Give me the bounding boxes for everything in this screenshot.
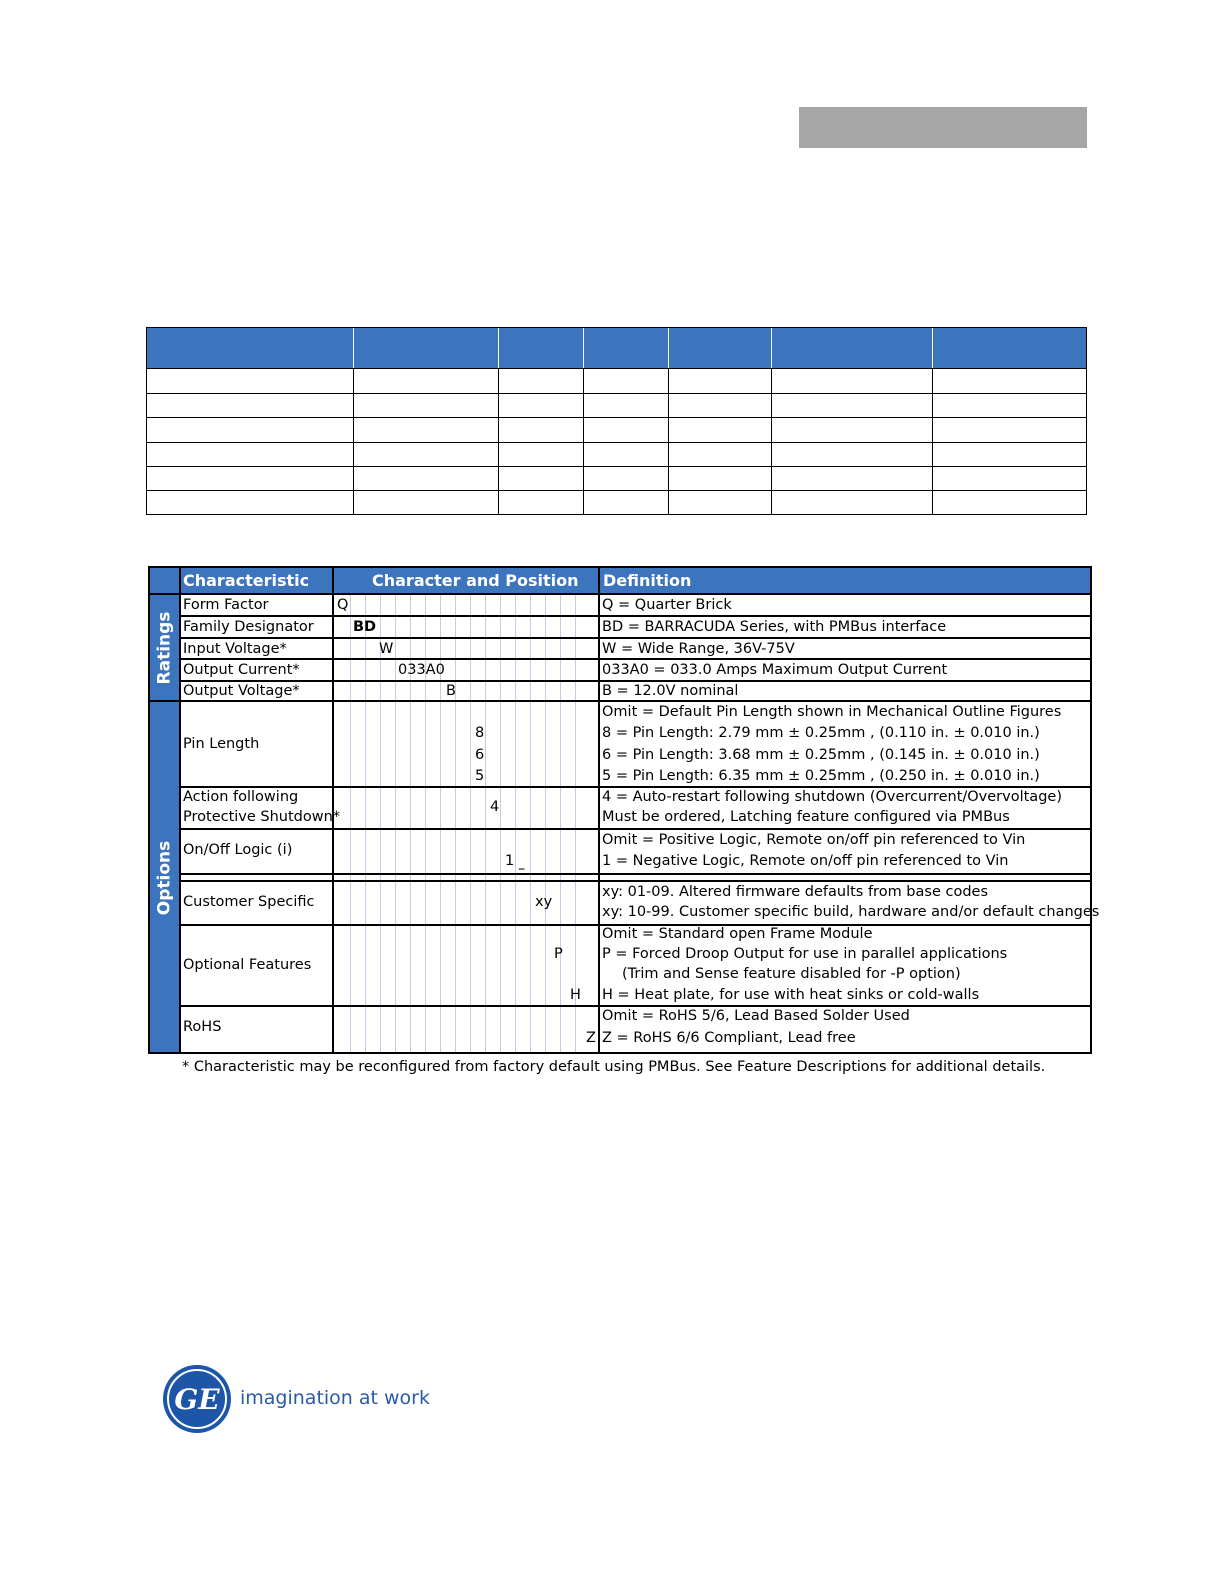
code-input-voltage: W bbox=[379, 641, 394, 657]
code-pin-length-5: 5 bbox=[475, 768, 485, 784]
code-form-factor: Q bbox=[337, 597, 349, 613]
def-pin-length-6: 6 = Pin Length: 3.68 mm ± 0.25mm , (0.145 in. ± 0.010 in.) bbox=[602, 747, 1040, 763]
code-output-current: 033A0 bbox=[398, 662, 445, 678]
def-family-designator: BD = BARRACUDA Series, with PMBus interface bbox=[602, 619, 947, 635]
ratings-group-label: Ratings bbox=[154, 611, 175, 685]
code-pin-length-8: 8 bbox=[475, 725, 485, 741]
ge-tagline: imagination at work bbox=[240, 1387, 430, 1409]
def-output-voltage: B = 12.0V nominal bbox=[602, 683, 739, 699]
svg-text:GE: GE bbox=[174, 1383, 220, 1416]
char-optional-features: Optional Features bbox=[183, 957, 312, 973]
ordering-table-header bbox=[147, 328, 1086, 368]
def-customer-specific-2: xy: 10-99. Customer specific build, hardware and/or default changes bbox=[602, 904, 1100, 920]
code-on-off-logic: 1 bbox=[505, 853, 515, 869]
char-rohs: RoHS bbox=[183, 1019, 222, 1035]
coding-footnote: * Characteristic may be reconfigured from factory default using PMBus. See Feature Descriptions for additional details. bbox=[182, 1059, 1046, 1075]
coding-table-header bbox=[150, 568, 1090, 594]
char-customer-specific: Customer Specific bbox=[183, 894, 315, 910]
code-pin-length-6: 6 bbox=[475, 747, 485, 763]
char-pin-length: Pin Length bbox=[183, 736, 260, 752]
def-input-voltage: W = Wide Range, 36V-75V bbox=[602, 641, 795, 657]
def-rohs-z: Z = RoHS 6/6 Compliant, Lead free bbox=[602, 1030, 856, 1046]
code-on-off-logic-dash: – bbox=[518, 861, 526, 877]
header-gray-bar bbox=[799, 107, 1087, 148]
def-pin-length-omit: Omit = Default Pin Length shown in Mechanical Outline Figures bbox=[602, 704, 1062, 720]
code-action-following: 4 bbox=[490, 799, 500, 815]
def-action-following-1: 4 = Auto-restart following shutdown (Overcurrent/Overvoltage) bbox=[602, 789, 1062, 805]
char-input-voltage: Input Voltage* bbox=[183, 641, 287, 657]
char-family-designator: Family Designator bbox=[183, 619, 314, 635]
def-optional-omit: Omit = Standard open Frame Module bbox=[602, 926, 873, 942]
char-output-current: Output Current* bbox=[183, 662, 300, 678]
header-character-position: Character and Position bbox=[372, 571, 579, 590]
def-optional-p-note: (Trim and Sense feature disabled for -P option) bbox=[622, 966, 961, 982]
code-optional-h: H bbox=[570, 987, 581, 1003]
code-family-designator: BD bbox=[353, 619, 377, 635]
code-optional-p: P bbox=[554, 946, 563, 962]
char-output-voltage: Output Voltage* bbox=[183, 683, 300, 699]
code-output-voltage: B bbox=[446, 683, 456, 699]
def-on-off-logic-1: Omit = Positive Logic, Remote on/off pin referenced to Vin bbox=[602, 832, 1026, 848]
header-definition: Definition bbox=[603, 571, 692, 590]
def-optional-h: H = Heat plate, for use with heat sinks or cold-walls bbox=[602, 987, 980, 1003]
def-output-current: 033A0 = 033.0 Amps Maximum Output Current bbox=[602, 662, 948, 678]
def-pin-length-8: 8 = Pin Length: 2.79 mm ± 0.25mm , (0.110 in. ± 0.010 in.) bbox=[602, 725, 1040, 741]
options-group-label: Options bbox=[154, 840, 175, 916]
code-customer-specific: xy bbox=[535, 894, 553, 910]
char-action-following-line2: Protective Shutdown* bbox=[183, 809, 341, 825]
ge-logo bbox=[162, 1364, 232, 1434]
def-rohs-omit: Omit = RoHS 5/6, Lead Based Solder Used bbox=[602, 1008, 910, 1024]
char-on-off-logic: On/Off Logic (i) bbox=[183, 842, 293, 858]
char-action-following-line1: Action following bbox=[183, 789, 299, 805]
header-characteristic: Characteristic bbox=[183, 571, 310, 590]
def-customer-specific-1: xy: 01-09. Altered firmware defaults from base codes bbox=[602, 884, 988, 900]
def-optional-p: P = Forced Droop Output for use in parallel applications bbox=[602, 946, 1008, 962]
def-pin-length-5: 5 = Pin Length: 6.35 mm ± 0.25mm , (0.250 in. ± 0.010 in.) bbox=[602, 768, 1040, 784]
def-action-following-2: Must be ordered, Latching feature configured via PMBus bbox=[602, 809, 1010, 825]
ordering-table-empty bbox=[146, 327, 1087, 515]
def-on-off-logic-2: 1 = Negative Logic, Remote on/off pin referenced to Vin bbox=[602, 853, 1009, 869]
code-rohs: Z bbox=[586, 1030, 596, 1046]
char-form-factor: Form Factor bbox=[183, 597, 269, 613]
def-form-factor: Q = Quarter Brick bbox=[602, 597, 732, 613]
model-coding-table bbox=[148, 566, 1100, 1054]
